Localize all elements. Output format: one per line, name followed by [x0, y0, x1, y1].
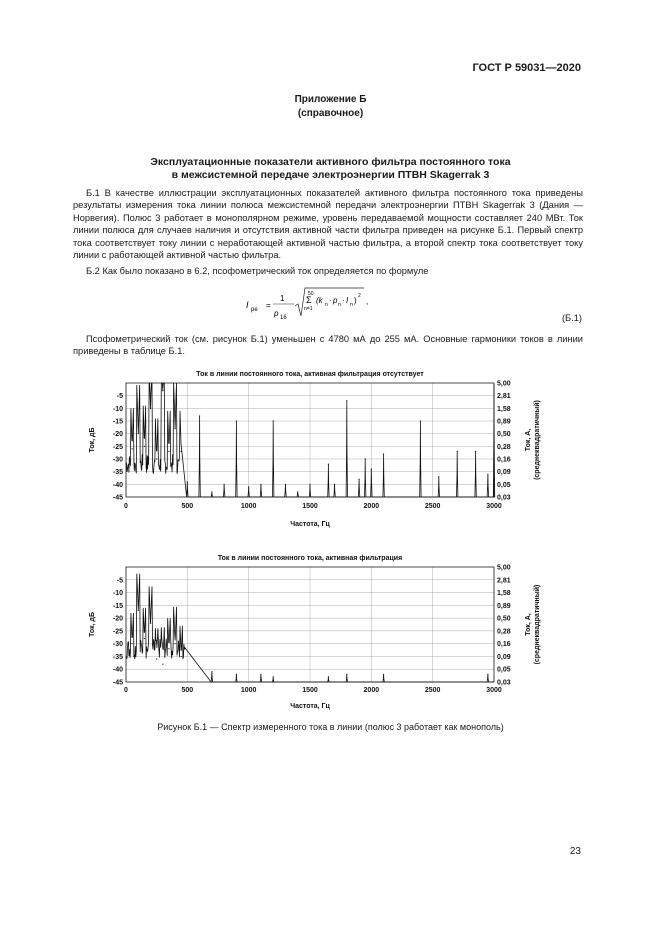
x-axis-label: Частота, Гц — [290, 703, 330, 710]
y-tick-label: -40 — [112, 666, 123, 674]
y2-tick-label: 0,28 — [497, 628, 511, 636]
y2-tick-label: 2,81 — [497, 577, 511, 585]
formula-num: 1 — [280, 294, 285, 303]
spectrum-chart-2-svg — [80, 550, 560, 710]
x-tick-label: 500 — [181, 687, 194, 694]
spectrum-peak — [273, 420, 274, 421]
y-tick-label: -15 — [112, 418, 123, 426]
spectrum-peak — [156, 658, 157, 659]
spectrum-peak — [181, 656, 182, 657]
spectrum-peak — [487, 474, 488, 475]
spectrum-peak — [144, 446, 145, 447]
paragraph-b3 — [73, 333, 583, 358]
y2-tick-label: 0,89 — [497, 418, 511, 426]
section-title-line2: в межсистемной передаче электроэнергии ПТВН Skagerrak 3 — [171, 169, 490, 181]
spectrum-peak — [358, 479, 359, 480]
y-tick-label: -10 — [112, 405, 123, 413]
spectrum-peak — [181, 451, 182, 452]
y2-tick-label: 0,09 — [497, 469, 511, 477]
spectrum-peak — [248, 486, 249, 487]
formula-lhs: I — [246, 300, 249, 310]
spectrum-peak — [236, 674, 237, 675]
y2-tick-label: 0,16 — [497, 641, 511, 649]
y-tick-label: -25 — [112, 628, 123, 636]
y-axis-label: Ток, дБ — [89, 427, 96, 453]
spectrum-chart-without-filter — [80, 366, 560, 538]
x-tick-label: 2500 — [424, 687, 441, 694]
x-tick-label: 1000 — [240, 503, 257, 510]
x-tick-label: 2000 — [363, 687, 380, 694]
spectrum-peak — [187, 481, 188, 482]
formula-close: ) — [354, 296, 357, 305]
formula-dot1: · — [329, 296, 332, 305]
spectrum-peak — [493, 385, 494, 386]
x-tick-label: 0 — [124, 503, 128, 510]
spectrum-peak — [309, 484, 310, 485]
x-tick-label: 1000 — [240, 687, 257, 694]
spectrum-peak — [138, 610, 139, 611]
spectrum-line — [126, 383, 495, 497]
chart-title: Ток в линии постоянного тока, активная фильтрация отсутствует — [196, 371, 424, 378]
y-tick-label: -25 — [112, 443, 123, 451]
y-tick-label: -35 — [112, 469, 123, 477]
formula-sum-top: 50 — [308, 291, 314, 297]
spectrum-peak — [328, 676, 329, 677]
spectrum-peak — [224, 484, 225, 485]
paragraph-b2-text: Б.2 Как было показано в 6.2, псофометрический ток определяется по формуле — [86, 266, 429, 276]
y-tick-label: -5 — [116, 393, 123, 401]
formula-sum-sign: Σ — [306, 295, 312, 305]
paragraph-b2 — [73, 265, 583, 277]
formula-i-sub: n — [350, 302, 353, 308]
page-number: 23 — [569, 846, 581, 857]
x-tick-label: 500 — [181, 503, 194, 510]
spectrum-peak — [168, 451, 169, 452]
y2-tick-label: 0,89 — [497, 602, 511, 610]
section-title — [0, 156, 661, 182]
paragraph-b3-text: Псофометрический ток (см. рисунок Б.1) уменьшен с 4780 мА до 255 мА. Основные гармоники токов в линии приведены в таблице Б.1. — [73, 334, 583, 357]
y-tick-label: -35 — [112, 653, 123, 661]
y-axis-label: Ток, дБ — [89, 612, 96, 637]
spectrum-peak — [156, 458, 157, 459]
paragraph-b1-text: Б.1 В качестве иллюстрации эксплуатационных показателей активного фильтра постоянного тока приведены результаты измерения тока линии полюса межсистемной передачи электроэнергии ПТВН Skagerrak 3 (Дания — Норвегия). Полюс 3 работает в монополярном режиме, уровень передаваемой мощности составляет 240 МВт. Ток линии полюса для случаев наличия и отсутствия активной части фильтра приведен на рисунке Б.1. Первый спектр тока соответствует току линии с неработающей активной частью фильтра, а второй спектр тока соответствует току линии с работающей активной частью фильтра. — [73, 188, 583, 261]
spectrum-peak — [144, 638, 145, 639]
y2-axis-label-line1: Ток, А, — [525, 428, 532, 452]
appendix-heading — [0, 93, 661, 121]
spectrum-peak — [236, 420, 237, 421]
formula-den: p — [274, 309, 279, 318]
y2-tick-label: 0,03 — [497, 494, 511, 502]
spectrum-peak — [150, 408, 151, 409]
y2-tick-label: 0,09 — [497, 653, 511, 661]
appendix-title: Приложение Б — [294, 94, 367, 105]
y2-tick-label: 2,81 — [497, 393, 511, 401]
x-tick-label: 0 — [124, 687, 128, 694]
spectrum-peak — [260, 484, 261, 485]
spectrum-peak — [285, 484, 286, 485]
spectrum-peak — [132, 643, 133, 644]
spectrum-peak — [328, 463, 329, 464]
spectrum-peak — [487, 674, 488, 675]
spectrum-peak — [168, 648, 169, 649]
equation-number: (Б.1) — [561, 313, 582, 323]
figure-caption: Рисунок Б.1 — Спектр измеренного тока в линии (полюс 3 работает как монополь) — [157, 722, 504, 732]
x-axis-label: Частота, Гц — [290, 521, 330, 528]
formula-term: (k — [316, 296, 323, 305]
spectrum-peak — [420, 420, 421, 421]
x-tick-label: 1500 — [302, 687, 318, 694]
spectrum-peak — [383, 453, 384, 454]
standard-header: ГОСТ Р 59031—2020 — [472, 62, 581, 74]
y2-tick-label: 0,50 — [497, 431, 511, 439]
y-tick-label: -5 — [116, 577, 123, 585]
formula-tail: , — [366, 297, 369, 306]
spectrum-peak — [475, 451, 476, 452]
formula-den-sub: 16 — [280, 315, 287, 321]
y2-tick-label: 0,05 — [497, 666, 511, 674]
spectrum-peak — [138, 433, 139, 434]
formula-p: p — [333, 296, 338, 305]
x-tick-label: 1500 — [302, 503, 318, 510]
y-tick-label: -30 — [112, 456, 123, 464]
y2-tick-label: 5,00 — [497, 564, 511, 572]
psophometric-formula — [240, 286, 390, 322]
spectrum-chart-1-svg — [80, 366, 560, 538]
y-tick-label: -15 — [112, 602, 123, 610]
spectrum-peak — [438, 476, 439, 477]
y2-tick-label: 1,58 — [497, 405, 511, 413]
spectrum-peak — [346, 674, 347, 675]
spectrum-chart-with-filter — [80, 550, 560, 710]
y2-tick-label: 0,05 — [497, 481, 511, 489]
spectrum-peak — [365, 458, 366, 459]
y2-axis-label-line2: (среднеквадратичный) — [534, 584, 541, 665]
spectrum-peak — [162, 390, 163, 391]
spectrum-peak — [162, 664, 163, 665]
y-tick-label: -10 — [112, 590, 123, 598]
formula-lhs-sub: pe — [251, 307, 258, 313]
paragraph-b1 — [73, 187, 583, 261]
spectrum-peak — [174, 428, 175, 429]
y2-tick-label: 5,00 — [497, 380, 511, 388]
y2-tick-label: 0,03 — [497, 679, 511, 687]
formula-i: I — [346, 296, 349, 305]
formula-dot2: · — [342, 296, 345, 305]
y-tick-label: -20 — [112, 431, 123, 439]
formula-sum-bottom: n=1 — [304, 306, 313, 312]
y2-tick-label: 0,28 — [497, 443, 511, 451]
y2-tick-label: 0,50 — [497, 615, 511, 623]
y-tick-label: -30 — [112, 641, 123, 649]
y-tick-label: -45 — [112, 679, 123, 687]
x-tick-label: 3000 — [486, 503, 502, 510]
y2-axis-label-line2: (среднеквадратичный) — [534, 400, 541, 480]
spectrum-peak — [383, 674, 384, 675]
appendix-subtitle: (справочное) — [297, 108, 364, 119]
y-tick-label: -20 — [112, 615, 123, 623]
spectrum-peak — [273, 676, 274, 677]
formula-k-sub: n — [325, 302, 328, 308]
spectrum-peak — [297, 491, 298, 492]
x-tick-label: 2500 — [424, 503, 441, 510]
spectrum-peak — [150, 623, 151, 624]
spectrum-peak — [211, 491, 212, 492]
spectrum-peak — [199, 415, 200, 416]
spectrum-peak — [260, 674, 261, 675]
formula-eq: = — [266, 301, 271, 310]
y2-tick-label: 1,58 — [497, 590, 511, 598]
formula-sup: 2 — [358, 293, 361, 299]
spectrum-peak — [174, 643, 175, 644]
y-tick-label: -45 — [112, 494, 123, 502]
spectrum-peak — [346, 400, 347, 401]
spectrum-peak — [211, 671, 212, 672]
x-tick-label: 3000 — [486, 687, 502, 694]
chart-title: Ток в линии постоянного тока, активная фильтрация — [217, 555, 403, 562]
spectrum-peak — [132, 448, 133, 449]
x-tick-label: 2000 — [363, 503, 380, 510]
spectrum-peak — [371, 469, 372, 470]
spectrum-peak — [334, 484, 335, 485]
y2-tick-label: 0,16 — [497, 456, 511, 464]
y-tick-label: -40 — [112, 481, 123, 489]
spectrum-peak — [457, 451, 458, 452]
y2-axis-label-line1: Ток, А, — [525, 613, 532, 636]
formula-p-sub: n — [338, 302, 341, 308]
section-title-line1: Эксплуатационные показатели активного фильтра постоянного тока — [150, 156, 511, 168]
